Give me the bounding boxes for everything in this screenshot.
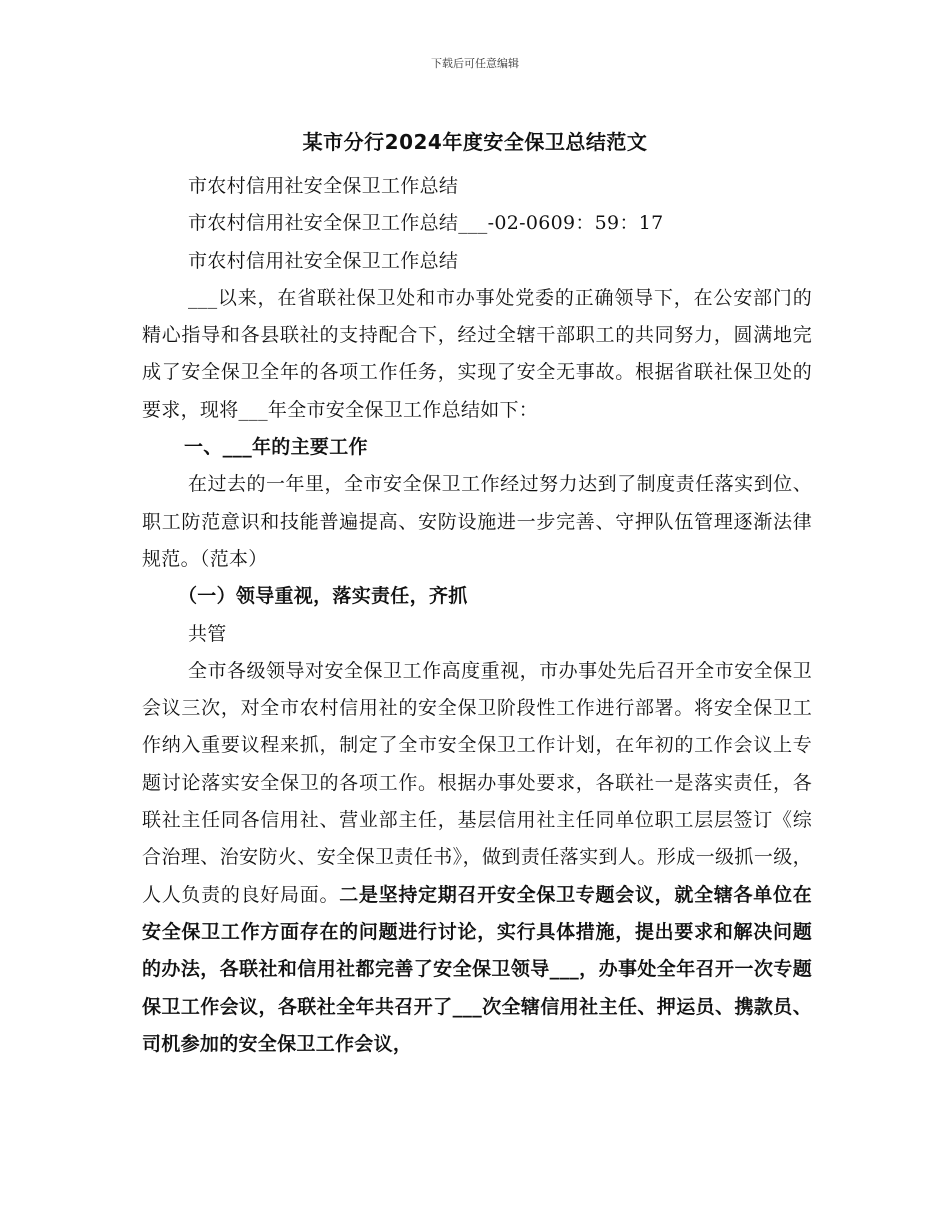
subsection-heading-continuation: 共管 (188, 622, 227, 645)
document-title: 某市分行2024年度安全保卫总结范文 (302, 130, 648, 154)
body-text-bold: 二是坚持定期召开安全保卫专题会议，就全辖各单位在安全保卫工作方面存在的问题进行讨论，实行具体措施，提出要求和解决问题的办法，各联社和信用社都完善了安全保卫领导___，办事处全年召开一次专题保卫工作会议，各联社全年共召开了___次全辖信用社主任、押运员、携款员、司机参加的安全保卫工作会议， (142, 883, 812, 1055)
sub-title-timestamp-line: 市农村信用社安全保卫工作总结___-02-0609：59：17 (188, 212, 664, 235)
header-note: 下载后可任意编辑 (431, 57, 519, 70)
summary-paragraph: 在过去的一年里，全市安全保卫工作经过努力达到了制度责任落实到位、职工防范意识和技能普遍提高、安防设施进一步完善、守押队伍管理逐渐法律规范。（范本） (142, 473, 812, 570)
sub-title-line: 市农村信用社安全保卫工作总结 (188, 175, 459, 197)
intro-paragraph: ___以来，在省联社保卫处和市办事处党委的正确领导下，在公安部门的精心指导和各县联社的支持配合下，经过全辖干部职工的共同努力，圆满地完成了安全保卫全年的各项工作任务，实现了安全无事故。根据省联社保卫处的要求，现将___年全市安全保卫工作总结如下： (142, 286, 812, 421)
subsection-heading: （一）领导重视，落实责任，齐抓 (178, 585, 468, 608)
section-heading: 一、___年的主要工作 (184, 436, 368, 459)
body-paragraph (142, 653, 812, 1063)
body-text-normal: 全市各级领导对安全保卫工作高度重视，市办事处先后召开全市安全保卫会议三次，对全市农村信用社的安全保卫阶段性工作进行部署。将安全保卫工作纳入重要议程来抓，制定了全市安全保卫工作计划，在年初的工作会议上专题讨论落实安全保卫的各项工作。根据办事处要求，各联社一是落实责任，各联社主任同各信用社、营业部主任，基层信用社主任同单位职工层层签订《综合治理、治安防火、安全保卫责任书》，做到责任落实到人。形成一级抓一级，人人负责的良好局面。 (142, 659, 812, 906)
document-body (142, 168, 812, 1063)
sub-title-line: 市农村信用社安全保卫工作总结 (188, 249, 459, 272)
